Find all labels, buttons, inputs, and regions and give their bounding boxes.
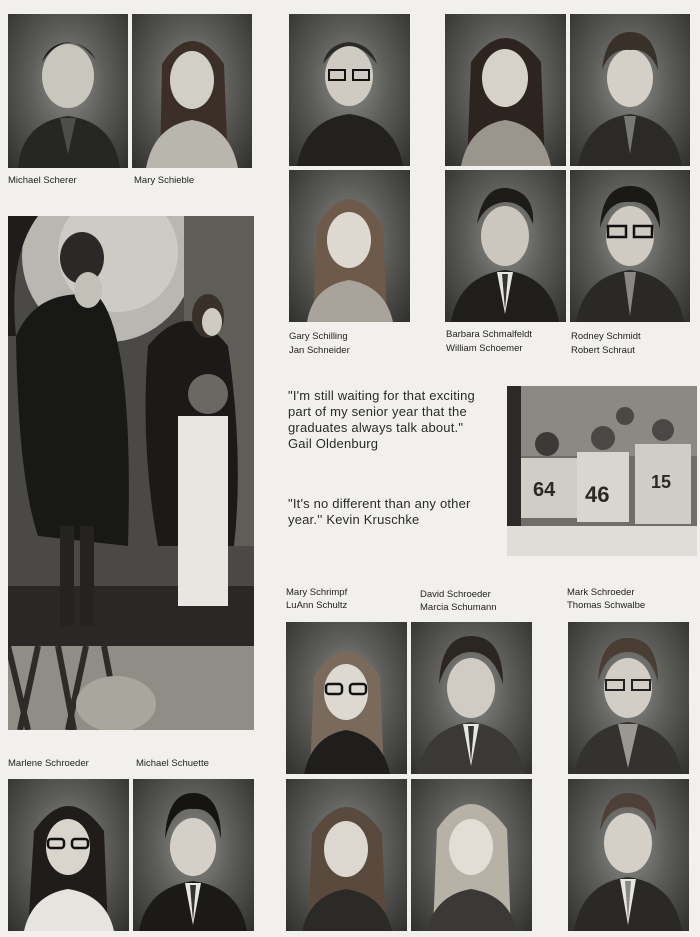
caption-mid2-line2: Marcia Schumann <box>420 602 497 613</box>
caption-mary-schieble: Mary Schieble <box>134 175 195 186</box>
caption-mid1-line2: LuAnn Schultz <box>286 600 348 611</box>
jersey-number-46: 46 <box>585 482 610 507</box>
portrait-gary-schilling <box>289 14 410 166</box>
caption-col1-line1: Gary Schilling <box>289 331 348 342</box>
portrait-mary-schieble <box>132 14 252 168</box>
portrait-mary-schrimpf <box>286 622 407 774</box>
caption-col2-line1: Barbara Schmalfeldt <box>446 329 533 340</box>
caption-col2-line2: William Schoemer <box>446 343 523 354</box>
caption-michael-schuette: Michael Schuette <box>136 758 209 769</box>
portrait-william-schoemer <box>445 170 566 322</box>
portrait-marlene-schroeder <box>8 779 129 931</box>
caption-mid1-line1: Mary Schrimpf <box>286 587 348 598</box>
portrait-jan-schneider <box>289 170 410 322</box>
caption-col3-line2: Robert Schraut <box>571 345 635 356</box>
portrait-michael-scherer <box>8 14 128 168</box>
jersey-number-64: 64 <box>533 479 556 501</box>
jersey-number-15: 15 <box>651 472 672 492</box>
quote-gail-oldenburg: "I'm still waiting for that exciting part of my senior year that the graduates always talk about." Gail Oldenburg <box>288 388 475 451</box>
portrait-luann-schultz <box>286 779 407 931</box>
stage-coronation-photo <box>8 216 254 730</box>
caption-mid3-line2: Thomas Schwalbe <box>567 600 646 611</box>
portrait-michael-schuette <box>133 779 254 931</box>
caption-col3-line1: Rodney Schmidt <box>571 331 641 342</box>
portrait-robert-schraut <box>570 170 690 322</box>
portrait-david-schroeder <box>411 622 532 774</box>
caption-mid3-line1: Mark Schroeder <box>567 587 635 598</box>
portrait-mark-schroeder <box>568 622 689 774</box>
quote-kevin-kruschke: "It's no different than any other year.'' Kevin Kruschke <box>288 496 471 527</box>
caption-col1-line2: Jan Schneider <box>289 345 350 356</box>
caption-michael-scherer: Michael Scherer <box>8 175 77 186</box>
caption-marlene-schroeder: Marlene Schroeder <box>8 758 89 769</box>
football-players-photo <box>507 386 697 556</box>
portrait-rodney-schmidt-top <box>570 14 690 166</box>
portrait-barbara-schmalfeldt-top <box>445 14 566 166</box>
caption-mid2-line1: David Schroeder <box>420 589 491 600</box>
portrait-marcia-schumann <box>411 779 532 931</box>
portrait-thomas-schwalbe <box>568 779 689 931</box>
